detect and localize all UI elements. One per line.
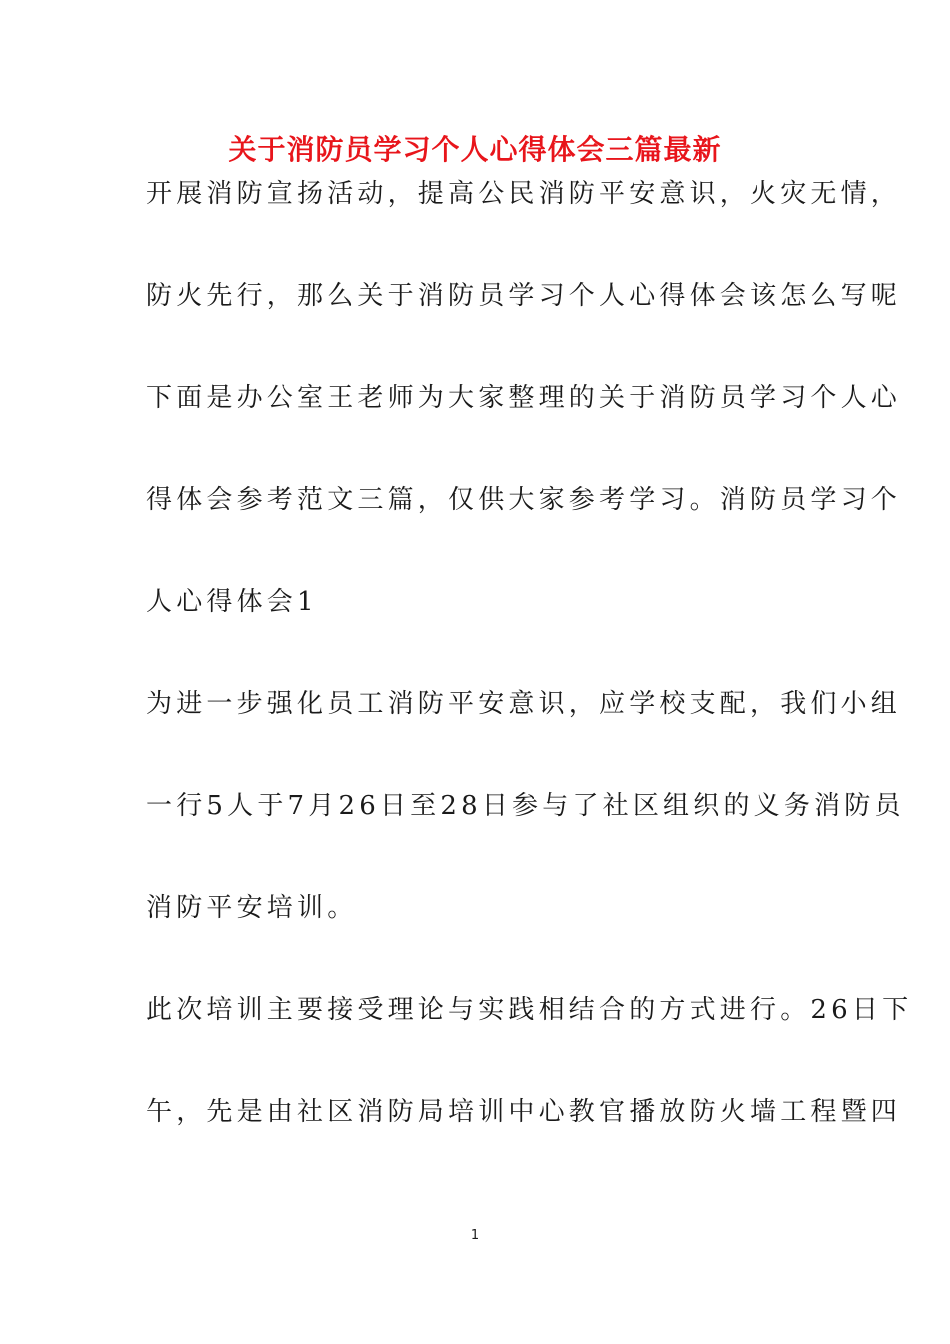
body-line-9: 此次培训主要接受理论与实践相结合的方式进行。26日下 bbox=[146, 995, 913, 1025]
body-line-1: 开展消防宣扬活动，提高公民消防平安意识，火灾无情， bbox=[146, 179, 902, 209]
body-line-4: 得体会参考范文三篇，仅供大家参考学习。消防员学习个 bbox=[146, 485, 902, 515]
body-line-6: 为进一步强化员工消防平安意识，应学校支配，我们小组 bbox=[146, 689, 902, 719]
body-line-2: 防火先行，那么关于消防员学习个人心得体会该怎么写呢 bbox=[146, 281, 902, 311]
document-body bbox=[146, 172, 913, 1192]
body-line-3: 下面是办公室王老师为大家整理的关于消防员学习个人心 bbox=[146, 383, 902, 413]
body-line-8: 消防平安培训。 bbox=[146, 893, 358, 923]
body-line-7: 一行5人于7月26日至28日参与了社区组织的义务消防员 bbox=[146, 791, 905, 821]
body-line-5: 人心得体会1 bbox=[146, 587, 318, 617]
page-number: 1 bbox=[470, 1228, 480, 1243]
document-title: 关于消防员学习个人心得体会三篇最新 bbox=[228, 133, 722, 166]
body-line-10: 午，先是由社区消防局培训中心教官播放防火墙工程暨四 bbox=[146, 1097, 902, 1127]
